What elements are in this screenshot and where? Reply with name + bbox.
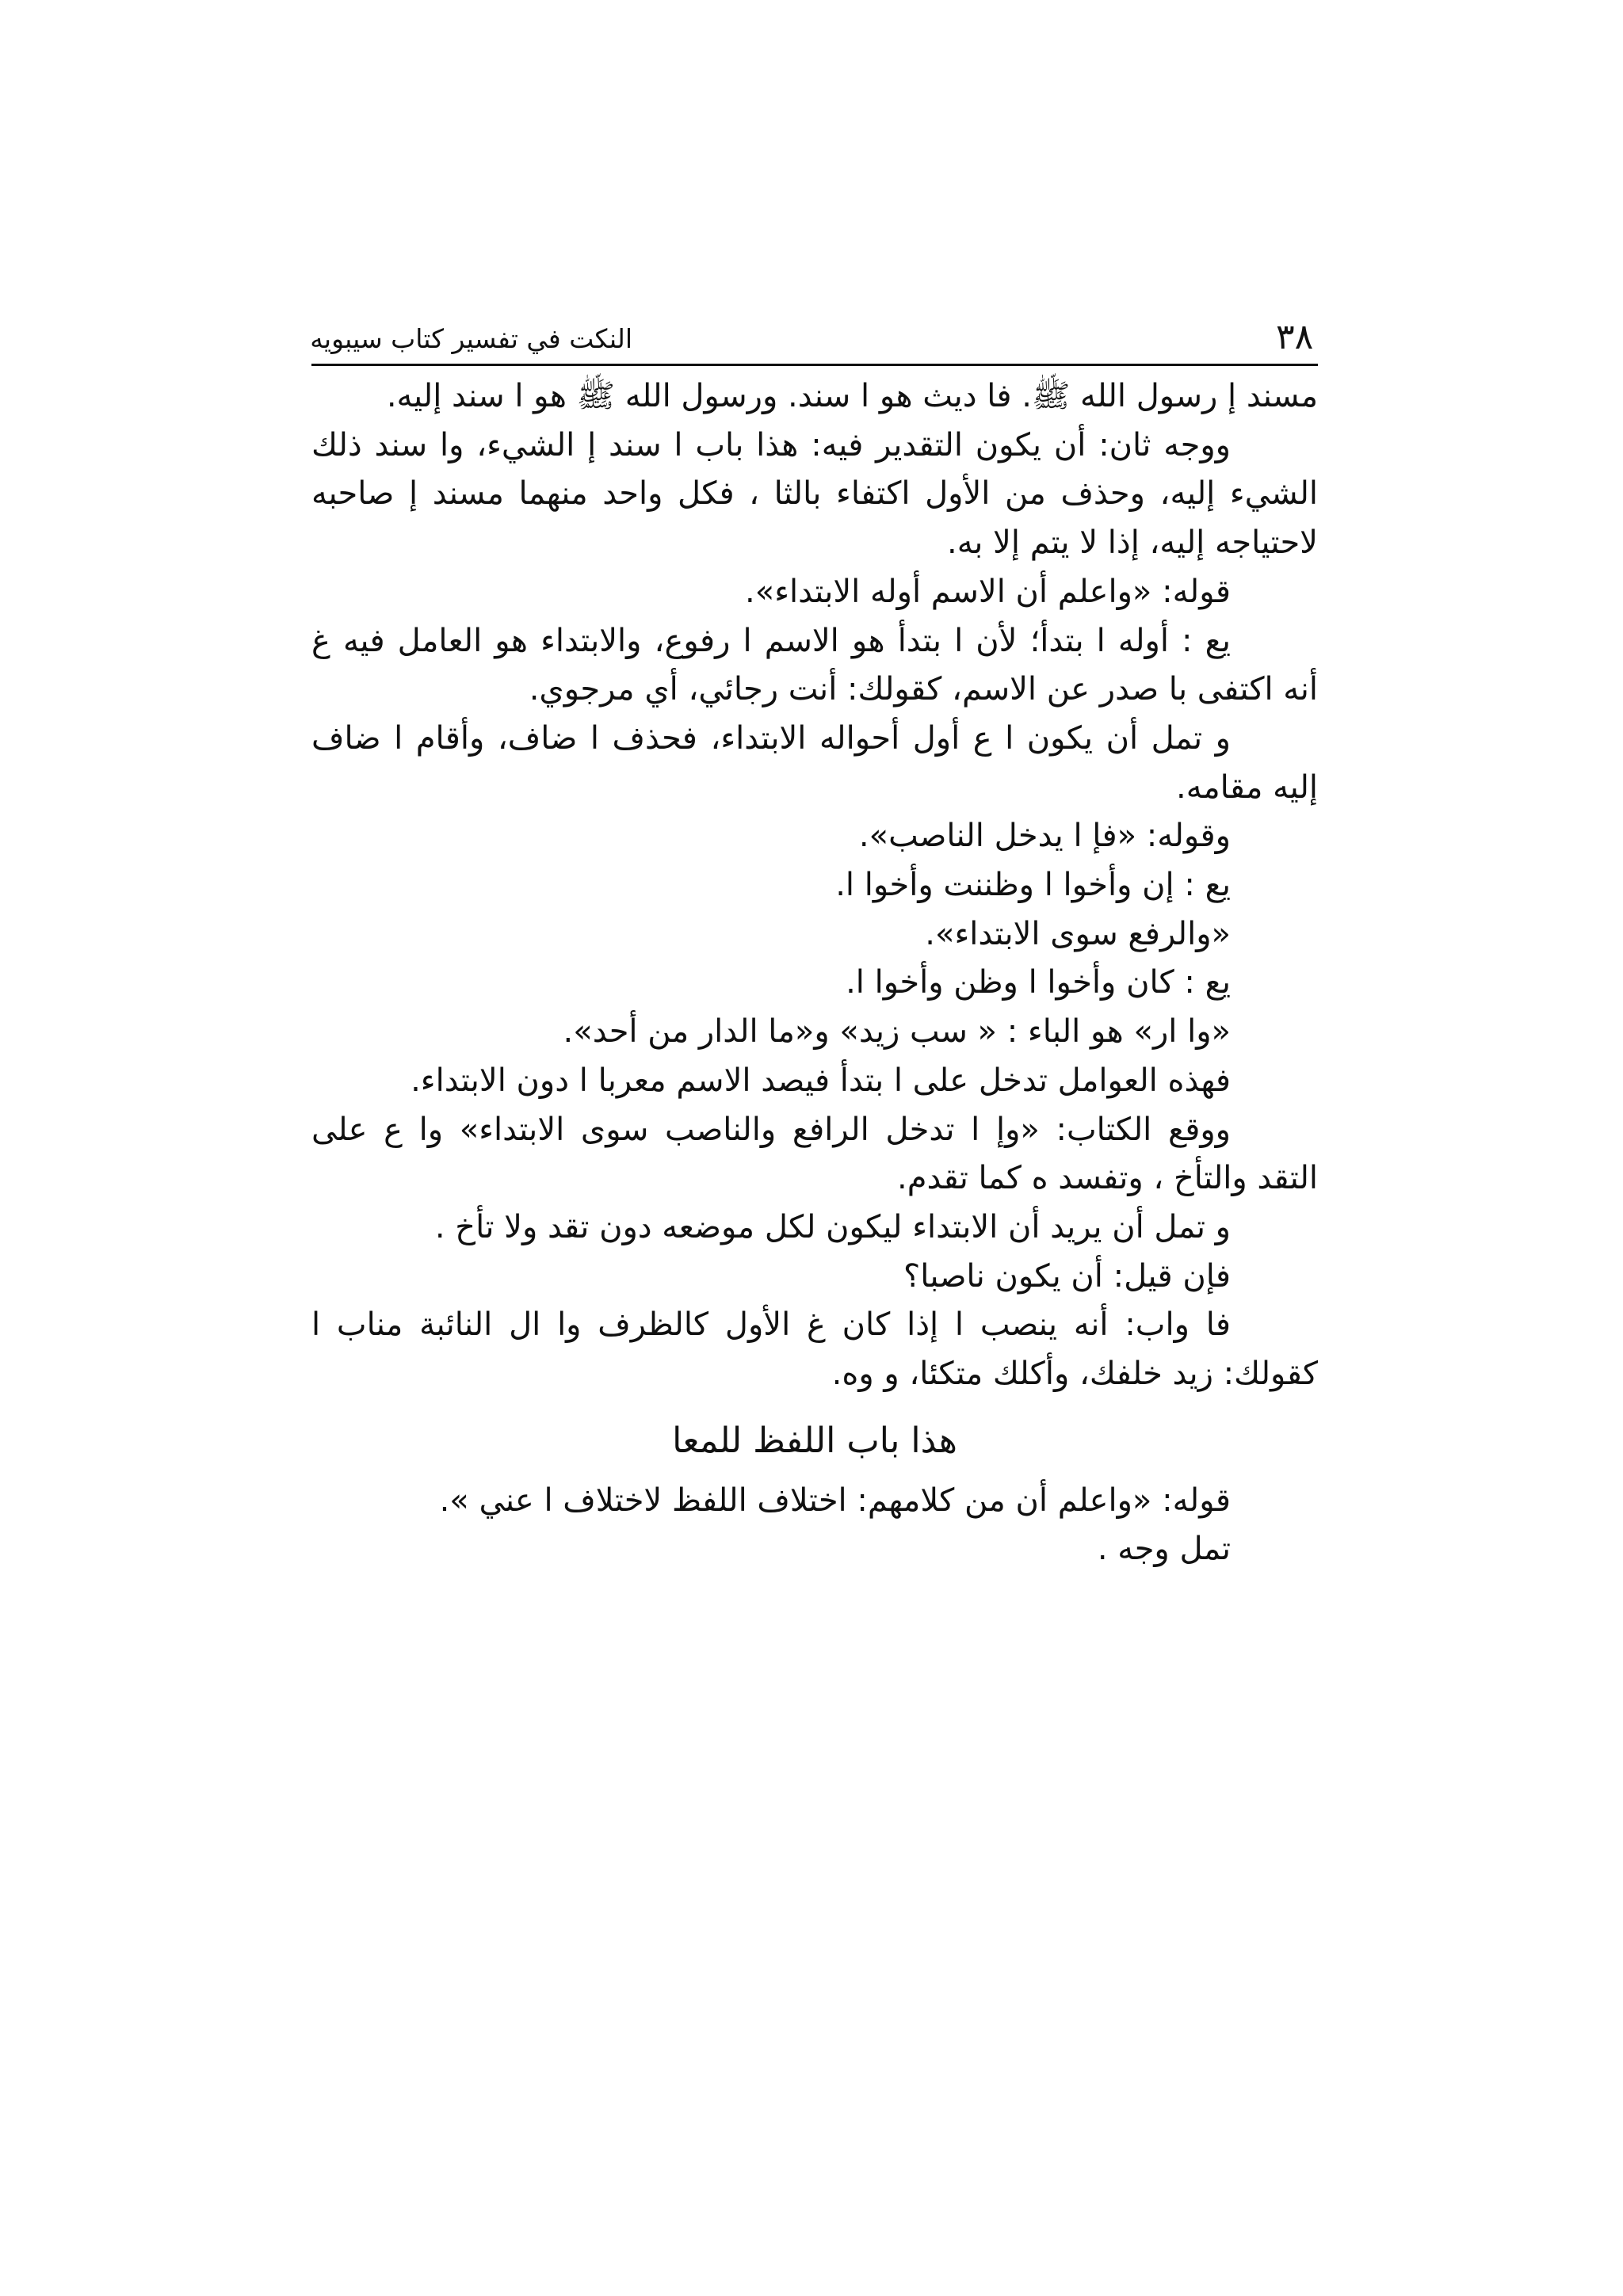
- paragraph-9: يع : كان وأخوا ا وظن وأخوا ا.: [846, 964, 1231, 1001]
- paragraph-12: ووقع الكتاب: «وإ ا تدخل الرافع والناصب سوى الابتداء» وا ع على التقد والتأخ ، وتفسد ه كما تقدم.: [311, 1111, 1318, 1197]
- paragraph-16: قوله: «واعلم أن من كلامهم: اختلاف اللفظ لاختلاف ا عني ».: [439, 1482, 1231, 1519]
- paragraph-17: تمل وجه .: [1097, 1531, 1231, 1568]
- page-number: ٣٨: [1276, 317, 1314, 357]
- header-divider: [311, 364, 1318, 366]
- paragraph-11: فهذه العوامل تدخل على ا بتدأ فيصد الاسم معربا ا دون الابتداء.: [411, 1062, 1231, 1099]
- paragraph-10: «وا ار» هو الباء : « سب زيد» و«ما الدار من أحد».: [563, 1013, 1231, 1051]
- paragraph-5: و تمل أن يكون ا ع أول أحواله الابتداء، فحذف ا ضاف، وأقام ا ضاف إليه مقامه.: [311, 719, 1318, 806]
- running-header-title: النكت في تفسير كتاب سيبويه: [310, 323, 632, 354]
- paragraph-13: و تمل أن يريد أن الابتداء ليكون لكل موضعه دون تقد ولا تأخ .: [434, 1208, 1231, 1245]
- page-body: [311, 372, 1318, 1574]
- paragraph-2: ووجه ثان: أن يكون التقدير فيه: هذا باب ا سند إ الشيء، وا سند ذلك الشيء إليه، وحذف من الأول اكتفاء بالثا ، فكل واحد منهما مسند إ صاحبه لاحتياجه إليه، إذا لا يتم إلا به.: [311, 426, 1318, 562]
- paragraph-4: يع : أوله ا بتدأ؛ لأن ا بتدأ هو الاسم ا رفوع، والابتداء هو العامل فيه غ أنه اكتفى با صدر عن الاسم، كقولك: أنت رجائي، أي مرجوي.: [311, 622, 1318, 708]
- paragraph-8: «والرفع سوى الابتداء».: [925, 915, 1231, 952]
- paragraph-14: فإن قيل: أن يكون ناصبا؟: [903, 1257, 1231, 1295]
- paragraph-3: قوله: «واعلم أن الاسم أوله الابتداء».: [745, 573, 1231, 610]
- paragraph-7: يع : إن وأخوا ا وظننت وأخوا ا.: [835, 867, 1231, 904]
- paragraph-15: فا واب: أنه ينصب ا إذا كان غ الأول كالظرف وا ال النائبة مناب ا كقولك: زيد خلفك، وأكلك متكئا، و وه.: [311, 1306, 1318, 1393]
- paragraph-6: وقوله: «فإ ا يدخل الناصب».: [858, 818, 1231, 855]
- section-heading: هذا باب اللفظ للمعا: [672, 1420, 957, 1461]
- paragraph-1: مسند إ رسول الله ﷺ. فا ديث هو ا سند. ورسول الله ﷺ هو ا سند إليه.: [386, 378, 1318, 414]
